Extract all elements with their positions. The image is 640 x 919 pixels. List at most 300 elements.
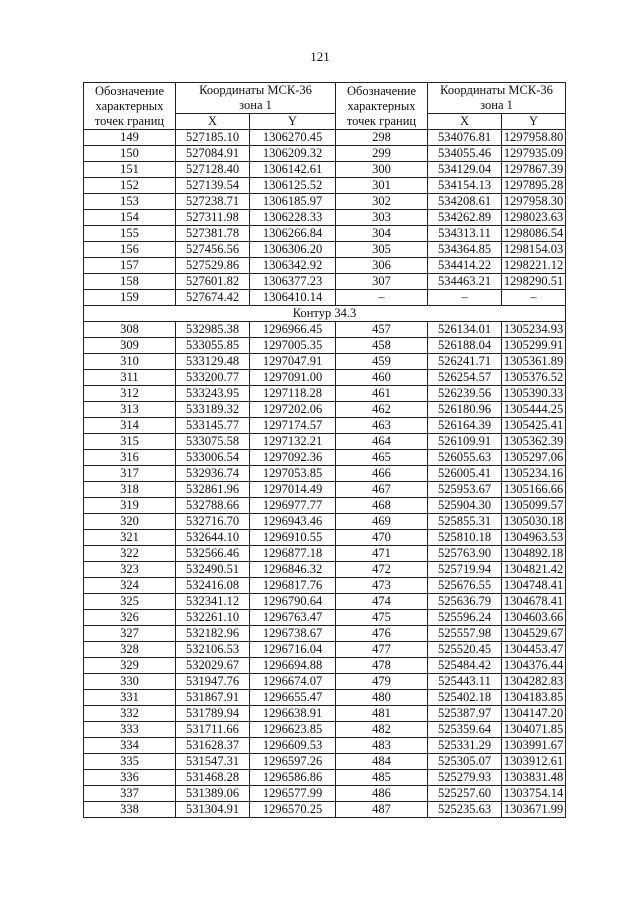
table-row — [84, 258, 566, 274]
header-line: Координаты МСК-36 — [440, 83, 553, 97]
point-id-cell: 336 — [84, 770, 176, 786]
x-coordinate-cell: 534414.22 — [428, 258, 502, 274]
x-coordinate-cell: 534364.85 — [428, 242, 502, 258]
y-coordinate-cell: 1296570.25 — [250, 802, 336, 818]
point-id-cell: 481 — [336, 706, 428, 722]
x-coordinate-cell: 534129.04 — [428, 162, 502, 178]
y-coordinate-cell: 1303754.14 — [502, 786, 566, 802]
point-id-cell: 310 — [84, 354, 176, 370]
point-id-cell: 463 — [336, 418, 428, 434]
x-coordinate-cell: 531711.66 — [176, 722, 250, 738]
y-coordinate-cell: 1297867.39 — [502, 162, 566, 178]
table-row — [84, 322, 566, 338]
point-id-cell: 338 — [84, 802, 176, 818]
y-coordinate-cell: 1296586.86 — [250, 770, 336, 786]
y-coordinate-cell: 1296597.26 — [250, 754, 336, 770]
x-coordinate-cell: 527601.82 — [176, 274, 250, 290]
point-id-cell: – — [336, 290, 428, 306]
y-coordinate-cell: 1296577.99 — [250, 786, 336, 802]
y-coordinate-cell: 1296790.64 — [250, 594, 336, 610]
point-id-cell: 156 — [84, 242, 176, 258]
section-title: Контур 34.3 — [84, 306, 566, 322]
point-id-cell: 328 — [84, 642, 176, 658]
x-coordinate-cell: 533006.54 — [176, 450, 250, 466]
section-row — [84, 306, 566, 322]
point-id-cell: 326 — [84, 610, 176, 626]
y-coordinate-cell: 1306306.20 — [250, 242, 336, 258]
x-coordinate-cell: 527185.10 — [176, 130, 250, 146]
y-coordinate-cell: 1306228.33 — [250, 210, 336, 226]
table-row — [84, 418, 566, 434]
point-id-cell: 482 — [336, 722, 428, 738]
x-coordinate-cell: 525557.98 — [428, 626, 502, 642]
y-coordinate-cell: 1298023.63 — [502, 210, 566, 226]
point-id-cell: 457 — [336, 322, 428, 338]
y-coordinate-cell: 1296609.53 — [250, 738, 336, 754]
point-id-cell: 464 — [336, 434, 428, 450]
y-coordinate-cell: 1306342.92 — [250, 258, 336, 274]
y-column-header: Y — [250, 114, 336, 130]
x-coordinate-cell: 527238.71 — [176, 194, 250, 210]
table-row — [84, 226, 566, 242]
y-coordinate-cell: 1304603.66 — [502, 610, 566, 626]
point-id-cell: 477 — [336, 642, 428, 658]
point-id-cell: 478 — [336, 658, 428, 674]
x-coordinate-cell: 525719.94 — [428, 562, 502, 578]
x-coordinate-cell: 526134.01 — [428, 322, 502, 338]
header-line: Координаты МСК-36 — [199, 83, 312, 97]
x-coordinate-cell: 525676.55 — [428, 578, 502, 594]
table-row — [84, 722, 566, 738]
point-id-cell: 319 — [84, 498, 176, 514]
x-coordinate-cell: 526254.57 — [428, 370, 502, 386]
point-id-cell: 468 — [336, 498, 428, 514]
x-coordinate-cell: 525953.67 — [428, 482, 502, 498]
x-coordinate-cell: 526109.91 — [428, 434, 502, 450]
x-coordinate-cell: 532490.51 — [176, 562, 250, 578]
x-coordinate-cell: 525402.18 — [428, 690, 502, 706]
x-coordinate-cell: 532716.70 — [176, 514, 250, 530]
point-id-cell: 301 — [336, 178, 428, 194]
x-coordinate-cell: 525904.30 — [428, 498, 502, 514]
point-id-cell: 158 — [84, 274, 176, 290]
point-id-cell: 307 — [336, 274, 428, 290]
point-id-cell: 305 — [336, 242, 428, 258]
y-coordinate-cell: 1305390.33 — [502, 386, 566, 402]
table-row — [84, 562, 566, 578]
table-row — [84, 498, 566, 514]
x-column-header: X — [176, 114, 250, 130]
point-id-cell: 472 — [336, 562, 428, 578]
point-designation-header-right — [336, 83, 428, 130]
point-id-cell: 320 — [84, 514, 176, 530]
point-id-cell: 458 — [336, 338, 428, 354]
x-coordinate-cell: 525484.42 — [428, 658, 502, 674]
y-coordinate-cell: 1306270.45 — [250, 130, 336, 146]
point-id-cell: 461 — [336, 386, 428, 402]
point-id-cell: 460 — [336, 370, 428, 386]
table-body-part-2 — [84, 322, 566, 818]
header-line: зона 1 — [239, 98, 272, 112]
x-coordinate-cell: 533200.77 — [176, 370, 250, 386]
x-coordinate-cell: 525305.07 — [428, 754, 502, 770]
point-id-cell: 473 — [336, 578, 428, 594]
x-coordinate-cell: 526241.71 — [428, 354, 502, 370]
point-id-cell: 324 — [84, 578, 176, 594]
x-coordinate-cell: 527456.56 — [176, 242, 250, 258]
x-coordinate-cell: 526180.96 — [428, 402, 502, 418]
x-coordinate-cell: 526188.04 — [428, 338, 502, 354]
y-coordinate-cell: 1296655.47 — [250, 690, 336, 706]
x-coordinate-cell: 531389.06 — [176, 786, 250, 802]
x-coordinate-cell: 532566.46 — [176, 546, 250, 562]
x-coordinate-cell: 534463.21 — [428, 274, 502, 290]
header-line: точек границ — [94, 113, 165, 128]
table-row — [84, 194, 566, 210]
point-id-cell: 155 — [84, 226, 176, 242]
point-id-cell: 154 — [84, 210, 176, 226]
point-id-cell: 299 — [336, 146, 428, 162]
x-coordinate-cell: 531789.94 — [176, 706, 250, 722]
x-coordinate-cell: 532341.12 — [176, 594, 250, 610]
y-coordinate-cell: 1296716.04 — [250, 642, 336, 658]
table-row — [84, 578, 566, 594]
point-id-cell: 153 — [84, 194, 176, 210]
y-coordinate-cell: – — [502, 290, 566, 306]
point-id-cell: 333 — [84, 722, 176, 738]
point-id-cell: 486 — [336, 786, 428, 802]
x-coordinate-cell: 533243.95 — [176, 386, 250, 402]
point-id-cell: 471 — [336, 546, 428, 562]
point-designation-header-left — [84, 83, 176, 130]
y-coordinate-cell: 1304453.47 — [502, 642, 566, 658]
point-id-cell: 483 — [336, 738, 428, 754]
table-row — [84, 130, 566, 146]
table-row — [84, 242, 566, 258]
x-coordinate-cell: 531867.91 — [176, 690, 250, 706]
point-id-cell: 337 — [84, 786, 176, 802]
y-coordinate-cell: 1306185.97 — [250, 194, 336, 210]
x-coordinate-cell: – — [428, 290, 502, 306]
x-coordinate-cell: 527381.78 — [176, 226, 250, 242]
x-coordinate-cell: 532106.53 — [176, 642, 250, 658]
x-coordinate-cell: 525331.29 — [428, 738, 502, 754]
point-id-cell: 149 — [84, 130, 176, 146]
point-id-cell: 485 — [336, 770, 428, 786]
x-coordinate-cell: 525763.90 — [428, 546, 502, 562]
x-coordinate-cell: 527084.91 — [176, 146, 250, 162]
x-coordinate-cell: 525443.11 — [428, 674, 502, 690]
y-coordinate-cell: 1304147.20 — [502, 706, 566, 722]
y-coordinate-cell: 1304282.83 — [502, 674, 566, 690]
y-coordinate-cell: 1297091.00 — [250, 370, 336, 386]
table-row — [84, 738, 566, 754]
table-row — [84, 690, 566, 706]
coordinates-header-right — [428, 83, 566, 114]
y-coordinate-cell: 1297053.85 — [250, 466, 336, 482]
point-id-cell: 313 — [84, 402, 176, 418]
y-coordinate-cell: 1296817.76 — [250, 578, 336, 594]
section-row-group — [84, 306, 566, 322]
coordinates-table — [83, 82, 566, 818]
x-coordinate-cell: 525636.79 — [428, 594, 502, 610]
point-id-cell: 318 — [84, 482, 176, 498]
coordinates-header-left — [176, 83, 336, 114]
y-coordinate-cell: 1296846.32 — [250, 562, 336, 578]
y-coordinate-cell: 1297118.28 — [250, 386, 336, 402]
header-line: точек границ — [346, 113, 417, 128]
y-coordinate-cell: 1298154.03 — [502, 242, 566, 258]
y-coordinate-cell: 1304821.42 — [502, 562, 566, 578]
y-coordinate-cell: 1303831.48 — [502, 770, 566, 786]
table-row — [84, 354, 566, 370]
y-coordinate-cell: 1297005.35 — [250, 338, 336, 354]
point-id-cell: 476 — [336, 626, 428, 642]
x-coordinate-cell: 532788.66 — [176, 498, 250, 514]
x-coordinate-cell: 531547.31 — [176, 754, 250, 770]
table-row — [84, 162, 566, 178]
y-coordinate-cell: 1296763.47 — [250, 610, 336, 626]
y-column-header: Y — [502, 114, 566, 130]
x-coordinate-cell: 526005.41 — [428, 466, 502, 482]
y-coordinate-cell: 1305299.91 — [502, 338, 566, 354]
x-coordinate-cell: 533055.85 — [176, 338, 250, 354]
point-id-cell: 469 — [336, 514, 428, 530]
y-coordinate-cell: 1306209.32 — [250, 146, 336, 162]
table-row — [84, 770, 566, 786]
y-coordinate-cell: 1297092.36 — [250, 450, 336, 466]
y-coordinate-cell: 1296623.85 — [250, 722, 336, 738]
y-coordinate-cell: 1303991.67 — [502, 738, 566, 754]
x-coordinate-cell: 533145.77 — [176, 418, 250, 434]
y-coordinate-cell: 1296943.46 — [250, 514, 336, 530]
table-row — [84, 450, 566, 466]
x-coordinate-cell: 526164.39 — [428, 418, 502, 434]
point-id-cell: 462 — [336, 402, 428, 418]
x-coordinate-cell: 526239.56 — [428, 386, 502, 402]
table-row — [84, 642, 566, 658]
header-line: характерных — [95, 98, 164, 113]
point-id-cell: 159 — [84, 290, 176, 306]
table-row — [84, 466, 566, 482]
y-coordinate-cell: 1305361.89 — [502, 354, 566, 370]
y-coordinate-cell: 1296977.77 — [250, 498, 336, 514]
y-coordinate-cell: 1305376.52 — [502, 370, 566, 386]
y-coordinate-cell: 1296638.91 — [250, 706, 336, 722]
table-row — [84, 706, 566, 722]
point-id-cell: 325 — [84, 594, 176, 610]
table-row — [84, 754, 566, 770]
y-coordinate-cell: 1305444.25 — [502, 402, 566, 418]
point-id-cell: 323 — [84, 562, 176, 578]
table-row — [84, 146, 566, 162]
y-coordinate-cell: 1306266.84 — [250, 226, 336, 242]
y-coordinate-cell: 1303912.61 — [502, 754, 566, 770]
x-coordinate-cell: 533075.58 — [176, 434, 250, 450]
x-coordinate-cell: 525855.31 — [428, 514, 502, 530]
point-id-cell: 302 — [336, 194, 428, 210]
header-line: зона 1 — [480, 98, 513, 112]
x-coordinate-cell: 534313.11 — [428, 226, 502, 242]
y-coordinate-cell: 1304748.41 — [502, 578, 566, 594]
point-id-cell: 331 — [84, 690, 176, 706]
y-coordinate-cell: 1297935.09 — [502, 146, 566, 162]
y-coordinate-cell: 1297047.91 — [250, 354, 336, 370]
table-row — [84, 626, 566, 642]
x-coordinate-cell: 534076.81 — [428, 130, 502, 146]
point-id-cell: 330 — [84, 674, 176, 690]
y-coordinate-cell: 1306125.52 — [250, 178, 336, 194]
table-row — [84, 178, 566, 194]
y-coordinate-cell: 1305362.39 — [502, 434, 566, 450]
point-id-cell: 157 — [84, 258, 176, 274]
point-id-cell: 308 — [84, 322, 176, 338]
y-coordinate-cell: 1298086.54 — [502, 226, 566, 242]
table-row — [84, 434, 566, 450]
x-coordinate-cell: 532936.74 — [176, 466, 250, 482]
point-id-cell: 487 — [336, 802, 428, 818]
point-id-cell: 150 — [84, 146, 176, 162]
x-coordinate-cell: 532416.08 — [176, 578, 250, 594]
x-coordinate-cell: 534055.46 — [428, 146, 502, 162]
point-id-cell: 298 — [336, 130, 428, 146]
point-id-cell: 314 — [84, 418, 176, 434]
table-row — [84, 546, 566, 562]
table-row — [84, 594, 566, 610]
y-coordinate-cell: 1298221.12 — [502, 258, 566, 274]
point-id-cell: 316 — [84, 450, 176, 466]
y-coordinate-cell: 1296738.67 — [250, 626, 336, 642]
table-row — [84, 290, 566, 306]
y-coordinate-cell: 1303671.99 — [502, 802, 566, 818]
x-coordinate-cell: 532182.96 — [176, 626, 250, 642]
header-line: Обозначение — [346, 83, 417, 98]
y-coordinate-cell: 1305234.93 — [502, 322, 566, 338]
point-id-cell: 309 — [84, 338, 176, 354]
point-id-cell: 151 — [84, 162, 176, 178]
x-coordinate-cell: 531628.37 — [176, 738, 250, 754]
y-coordinate-cell: 1296877.18 — [250, 546, 336, 562]
table-row — [84, 402, 566, 418]
x-coordinate-cell: 525235.63 — [428, 802, 502, 818]
table-row — [84, 610, 566, 626]
x-coordinate-cell: 532985.38 — [176, 322, 250, 338]
x-coordinate-cell: 526055.63 — [428, 450, 502, 466]
x-coordinate-cell: 533129.48 — [176, 354, 250, 370]
point-id-cell: 467 — [336, 482, 428, 498]
table-row — [84, 338, 566, 354]
point-id-cell: 480 — [336, 690, 428, 706]
y-coordinate-cell: 1296674.07 — [250, 674, 336, 690]
y-coordinate-cell: 1304529.67 — [502, 626, 566, 642]
header-line: характерных — [347, 98, 416, 113]
table-row — [84, 210, 566, 226]
y-coordinate-cell: 1304183.85 — [502, 690, 566, 706]
y-coordinate-cell: 1305425.41 — [502, 418, 566, 434]
x-coordinate-cell: 527128.40 — [176, 162, 250, 178]
x-coordinate-cell: 527311.98 — [176, 210, 250, 226]
x-coordinate-cell: 525387.97 — [428, 706, 502, 722]
y-coordinate-cell: 1305234.16 — [502, 466, 566, 482]
y-coordinate-cell: 1304963.53 — [502, 530, 566, 546]
point-id-cell: 465 — [336, 450, 428, 466]
point-id-cell: 470 — [336, 530, 428, 546]
point-id-cell: 474 — [336, 594, 428, 610]
point-id-cell: 335 — [84, 754, 176, 770]
x-coordinate-cell: 527529.86 — [176, 258, 250, 274]
y-coordinate-cell: 1304892.18 — [502, 546, 566, 562]
y-coordinate-cell: 1304376.44 — [502, 658, 566, 674]
table-row — [84, 482, 566, 498]
point-id-cell: 306 — [336, 258, 428, 274]
y-coordinate-cell: 1297014.49 — [250, 482, 336, 498]
y-coordinate-cell: 1304678.41 — [502, 594, 566, 610]
table-row — [84, 370, 566, 386]
table-body-part-1 — [84, 130, 566, 306]
point-id-cell: 466 — [336, 466, 428, 482]
y-coordinate-cell: 1297895.28 — [502, 178, 566, 194]
y-coordinate-cell: 1296694.88 — [250, 658, 336, 674]
point-id-cell: 300 — [336, 162, 428, 178]
point-id-cell: 321 — [84, 530, 176, 546]
table-row — [84, 386, 566, 402]
y-coordinate-cell: 1306410.14 — [250, 290, 336, 306]
point-id-cell: 479 — [336, 674, 428, 690]
y-coordinate-cell: 1298290.51 — [502, 274, 566, 290]
x-coordinate-cell: 532861.96 — [176, 482, 250, 498]
point-id-cell: 459 — [336, 354, 428, 370]
y-coordinate-cell: 1297958.30 — [502, 194, 566, 210]
y-coordinate-cell: 1305166.66 — [502, 482, 566, 498]
point-id-cell: 322 — [84, 546, 176, 562]
table-row — [84, 802, 566, 818]
y-coordinate-cell: 1297132.21 — [250, 434, 336, 450]
point-id-cell: 317 — [84, 466, 176, 482]
point-id-cell: 475 — [336, 610, 428, 626]
x-coordinate-cell: 533189.32 — [176, 402, 250, 418]
point-id-cell: 315 — [84, 434, 176, 450]
y-coordinate-cell: 1297174.57 — [250, 418, 336, 434]
y-coordinate-cell: 1296910.55 — [250, 530, 336, 546]
point-id-cell: 332 — [84, 706, 176, 722]
table-row — [84, 514, 566, 530]
table-row — [84, 530, 566, 546]
point-id-cell: 327 — [84, 626, 176, 642]
y-coordinate-cell: 1306377.23 — [250, 274, 336, 290]
x-coordinate-cell: 525279.93 — [428, 770, 502, 786]
y-coordinate-cell: 1297202.06 — [250, 402, 336, 418]
table-row — [84, 786, 566, 802]
y-coordinate-cell: 1297958.80 — [502, 130, 566, 146]
x-coordinate-cell: 534208.61 — [428, 194, 502, 210]
x-coordinate-cell: 525596.24 — [428, 610, 502, 626]
x-coordinate-cell: 527674.42 — [176, 290, 250, 306]
y-coordinate-cell: 1306142.61 — [250, 162, 336, 178]
x-coordinate-cell: 531468.28 — [176, 770, 250, 786]
header-line: Обозначение — [94, 83, 165, 98]
point-id-cell: 329 — [84, 658, 176, 674]
table-row — [84, 658, 566, 674]
x-coordinate-cell: 531304.91 — [176, 802, 250, 818]
point-id-cell: 304 — [336, 226, 428, 242]
page-number: 121 — [310, 49, 330, 64]
x-coordinate-cell: 525359.64 — [428, 722, 502, 738]
y-coordinate-cell: 1305030.18 — [502, 514, 566, 530]
point-id-cell: 311 — [84, 370, 176, 386]
y-coordinate-cell: 1305297.06 — [502, 450, 566, 466]
point-id-cell: 152 — [84, 178, 176, 194]
point-id-cell: 484 — [336, 754, 428, 770]
